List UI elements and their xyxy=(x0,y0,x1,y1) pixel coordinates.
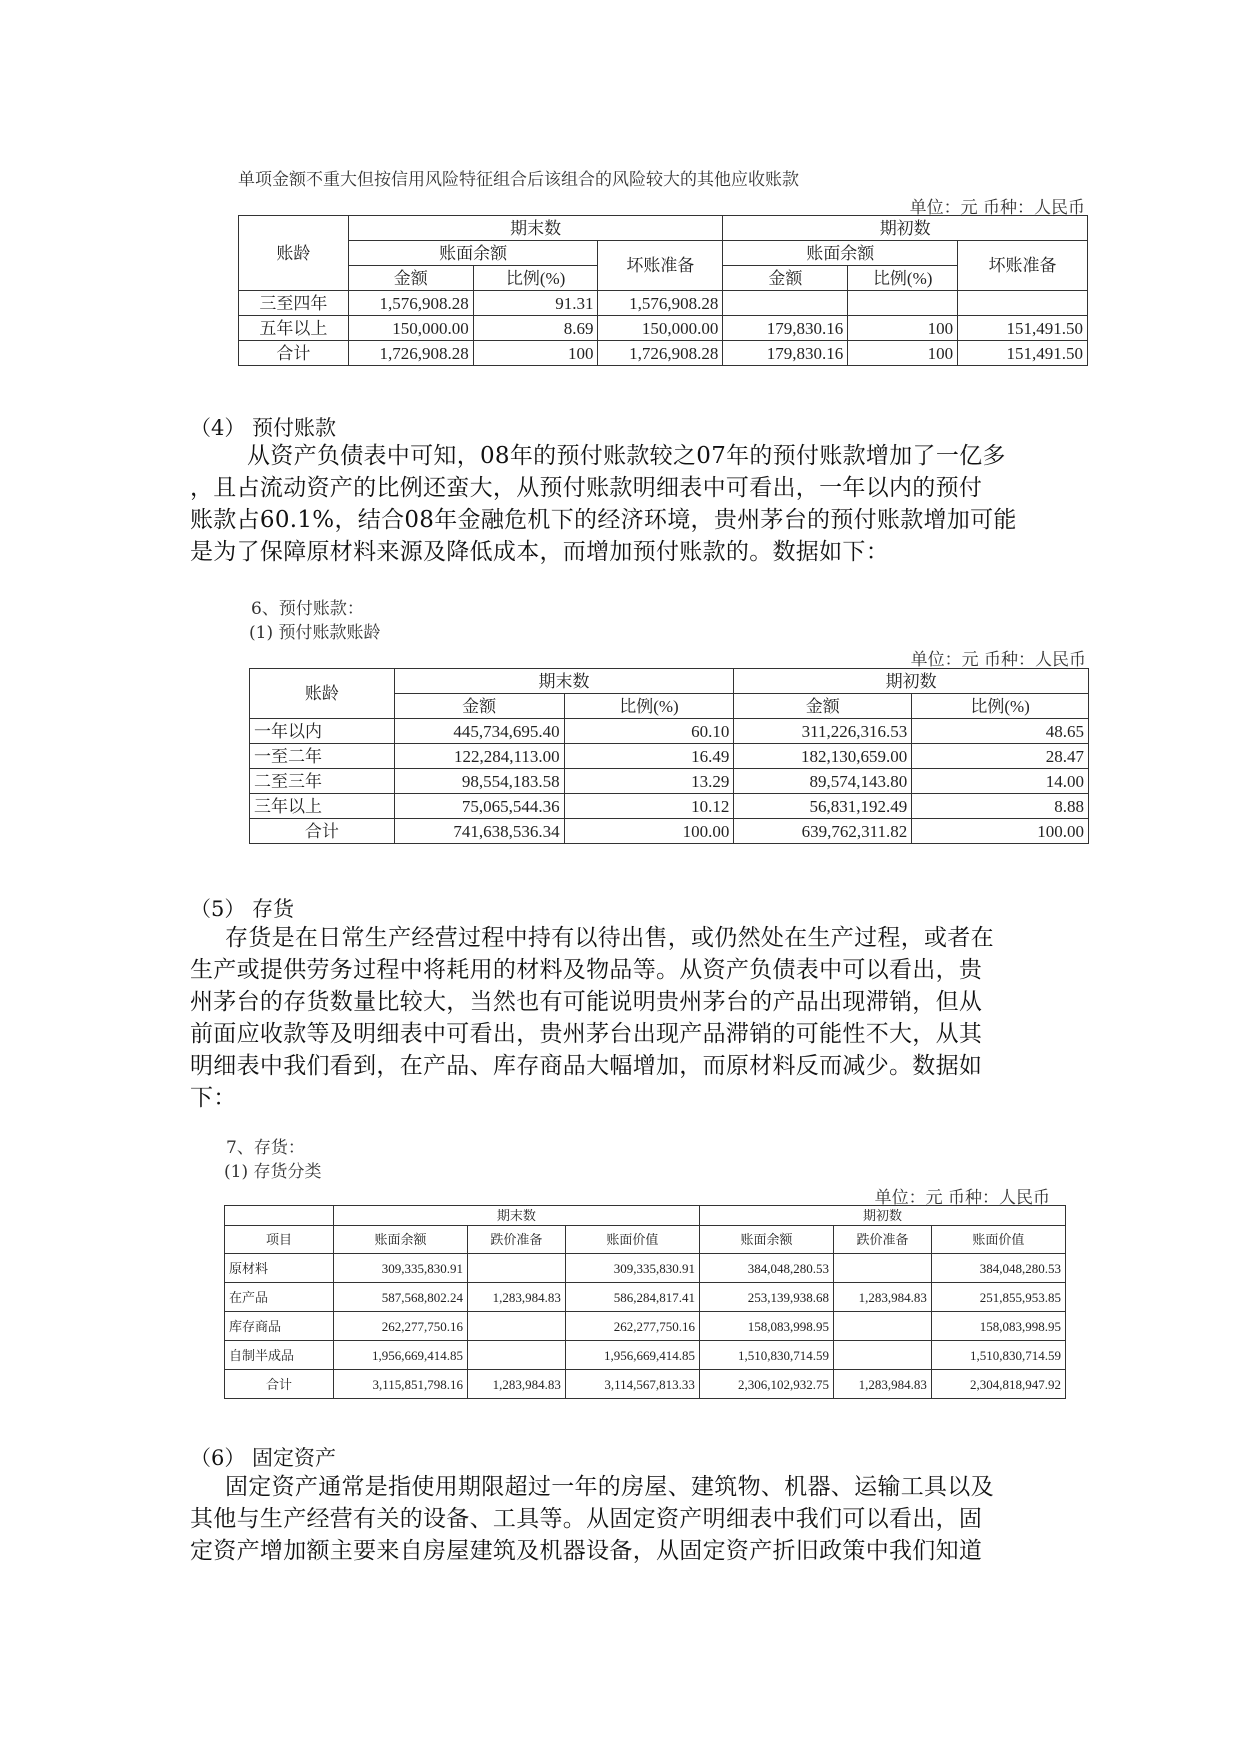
cell: 2,306,102,932.75 xyxy=(699,1370,833,1399)
cell: 100.00 xyxy=(912,819,1089,844)
cell: 1,510,830,714.59 xyxy=(699,1341,833,1370)
cell: 251,855,953.85 xyxy=(931,1283,1065,1312)
row-label: 三年以上 xyxy=(250,794,395,819)
header-amount: 金额 xyxy=(348,266,473,291)
cell: 587,568,802.24 xyxy=(333,1283,467,1312)
table2-subtitle: (1) 预付账款账龄 xyxy=(249,623,381,643)
header-bad-debt: 坏账准备 xyxy=(598,241,723,291)
cell: 311,226,316.53 xyxy=(734,719,912,744)
table2-prepayment-aging xyxy=(249,668,1089,844)
row-label: 三至四年 xyxy=(239,291,349,316)
header-begin-period: 期初数 xyxy=(723,216,1088,241)
paragraph-line: 固定资产通常是指使用期限超过一年的房屋、建筑物、机器、运输工具以及 xyxy=(225,1474,994,1500)
cell: 1,576,908.28 xyxy=(348,291,473,316)
cell: 56,831,192.49 xyxy=(734,794,912,819)
cell: 741,638,536.34 xyxy=(394,819,564,844)
section-heading-fixed-assets: （6） 固定资产 xyxy=(190,1446,337,1470)
table-row xyxy=(225,1283,1066,1312)
table3-inventory-classification xyxy=(224,1205,1066,1399)
table1-caption: 单项金额不重大但按信用风险特征组合后该组合的风险较大的其他应收账款 xyxy=(238,170,799,190)
cell: 150,000.00 xyxy=(598,316,723,341)
row-label: 一至二年 xyxy=(250,744,395,769)
header-book-balance: 账面余额 xyxy=(723,241,958,266)
header-ratio: 比例(%) xyxy=(564,694,734,719)
header-end-period: 期末数 xyxy=(333,1206,699,1226)
cell: 253,139,938.68 xyxy=(699,1283,833,1312)
cell: 639,762,311.82 xyxy=(734,819,912,844)
header-book-value: 账面价值 xyxy=(565,1226,699,1254)
table-row xyxy=(239,291,1088,316)
cell: 179,830.16 xyxy=(723,316,848,341)
cell: 309,335,830.91 xyxy=(565,1254,699,1283)
cell: 262,277,750.16 xyxy=(333,1312,467,1341)
row-label: 在产品 xyxy=(225,1283,334,1312)
cell: 179,830.16 xyxy=(723,341,848,366)
table-row xyxy=(250,744,1089,769)
header-begin-period: 期初数 xyxy=(734,669,1089,694)
cell: 1,283,984.83 xyxy=(468,1370,566,1399)
header-amount: 金额 xyxy=(734,694,912,719)
cell: 100 xyxy=(473,341,598,366)
paragraph-line: ，且占流动资产的比例还蛮大，从预付账款明细表中可看出，一年以内的预付 xyxy=(190,475,983,501)
table1-unit: 单位：元 币种：人民币 xyxy=(909,198,1085,218)
header-book-balance: 账面余额 xyxy=(699,1226,833,1254)
table2-title: 6、预付账款： xyxy=(251,599,364,619)
header-age: 账龄 xyxy=(239,216,349,291)
paragraph-line: 下： xyxy=(190,1085,237,1111)
cell xyxy=(723,291,848,316)
header-impairment: 跌价准备 xyxy=(834,1226,932,1254)
header-ratio: 比例(%) xyxy=(848,266,958,291)
table1-other-receivables xyxy=(238,215,1088,366)
cell: 8.69 xyxy=(473,316,598,341)
table-row xyxy=(250,794,1089,819)
section-heading-prepayments: （4） 预付账款 xyxy=(190,416,337,440)
cell xyxy=(834,1341,932,1370)
header-item: 项目 xyxy=(225,1226,334,1254)
cell: 100 xyxy=(848,341,958,366)
paragraph-line: 前面应收款等及明细表中可看出，贵州茅台出现产品滞销的可能性不大，从其 xyxy=(190,1021,983,1047)
paragraph-line: 从资产负债表中可知，08年的预付账款较之07年的预付账款增加了一亿多 xyxy=(247,443,1006,469)
cell xyxy=(468,1254,566,1283)
cell xyxy=(958,291,1088,316)
cell: 14.00 xyxy=(912,769,1089,794)
cell: 100.00 xyxy=(564,819,734,844)
header-book-value: 账面价值 xyxy=(931,1226,1065,1254)
header-ratio: 比例(%) xyxy=(912,694,1089,719)
table-row xyxy=(250,719,1089,744)
cell xyxy=(834,1312,932,1341)
cell: 158,083,998.95 xyxy=(699,1312,833,1341)
cell: 98,554,183.58 xyxy=(394,769,564,794)
header-end-period: 期末数 xyxy=(394,669,734,694)
cell: 151,491.50 xyxy=(958,316,1088,341)
cell: 122,284,113.00 xyxy=(394,744,564,769)
cell xyxy=(468,1312,566,1341)
cell: 384,048,280.53 xyxy=(931,1254,1065,1283)
cell: 1,283,984.83 xyxy=(468,1283,566,1312)
cell: 89,574,143.80 xyxy=(734,769,912,794)
header-ratio: 比例(%) xyxy=(473,266,598,291)
header-impairment: 跌价准备 xyxy=(468,1226,566,1254)
cell: 309,335,830.91 xyxy=(333,1254,467,1283)
cell: 150,000.00 xyxy=(348,316,473,341)
section6-paragraph xyxy=(190,1471,1070,1567)
header-end-period: 期末数 xyxy=(348,216,723,241)
table3-unit: 单位：元 币种：人民币 xyxy=(874,1188,1050,1208)
cell: 28.47 xyxy=(912,744,1089,769)
cell: 1,576,908.28 xyxy=(598,291,723,316)
table-row xyxy=(225,1312,1066,1341)
cell: 8.88 xyxy=(912,794,1089,819)
paragraph-line: 账款占60.1%，结合08年金融危机下的经济环境，贵州茅台的预付账款增加可能 xyxy=(190,507,1017,533)
cell: 3,114,567,813.33 xyxy=(565,1370,699,1399)
header-bad-debt: 坏账准备 xyxy=(958,241,1088,291)
cell: 75,065,544.36 xyxy=(394,794,564,819)
table-row xyxy=(225,1254,1066,1283)
cell: 151,491.50 xyxy=(958,341,1088,366)
header-book-balance: 账面余额 xyxy=(333,1226,467,1254)
cell xyxy=(834,1254,932,1283)
table2-unit: 单位：元 币种：人民币 xyxy=(910,650,1086,670)
row-label: 合计 xyxy=(250,819,395,844)
cell: 1,726,908.28 xyxy=(348,341,473,366)
paragraph-line: 明细表中我们看到，在产品、库存商品大幅增加，而原材料反而减少。数据如 xyxy=(190,1053,983,1079)
cell: 2,304,818,947.92 xyxy=(931,1370,1065,1399)
cell: 1,956,669,414.85 xyxy=(333,1341,467,1370)
paragraph-line: 存货是在日常生产经营过程中持有以待出售，或仍然处在生产过程，或者在 xyxy=(225,925,994,951)
row-label: 库存商品 xyxy=(225,1312,334,1341)
row-label: 合计 xyxy=(239,341,349,366)
cell: 1,956,669,414.85 xyxy=(565,1341,699,1370)
cell: 262,277,750.16 xyxy=(565,1312,699,1341)
paragraph-line: 其他与生产经营有关的设备、工具等。从固定资产明细表中我们可以看出，固 xyxy=(190,1506,983,1532)
cell: 3,115,851,798.16 xyxy=(333,1370,467,1399)
table-row xyxy=(250,769,1089,794)
section-heading-inventory: （5） 存货 xyxy=(190,897,295,921)
paragraph-line: 州茅台的存货数量比较大，当然也有可能说明贵州茅台的产品出现滞销，但从 xyxy=(190,989,983,1015)
table-row xyxy=(239,316,1088,341)
cell: 1,510,830,714.59 xyxy=(931,1341,1065,1370)
header-age: 账龄 xyxy=(250,669,395,719)
header-blank xyxy=(225,1206,334,1226)
cell: 91.31 xyxy=(473,291,598,316)
cell: 48.65 xyxy=(912,719,1089,744)
table-row xyxy=(239,341,1088,366)
section5-paragraph xyxy=(190,922,1070,1114)
cell: 1,726,908.28 xyxy=(598,341,723,366)
table-row xyxy=(250,819,1089,844)
paragraph-line: 生产或提供劳务过程中将耗用的材料及物品等。从资产负债表中可以看出，贵 xyxy=(190,957,983,983)
cell: 1,283,984.83 xyxy=(834,1283,932,1312)
cell: 158,083,998.95 xyxy=(931,1312,1065,1341)
paragraph-line: 定资产增加额主要来自房屋建筑及机器设备，从固定资产折旧政策中我们知道 xyxy=(190,1538,983,1564)
header-amount: 金额 xyxy=(394,694,564,719)
cell: 384,048,280.53 xyxy=(699,1254,833,1283)
table3-subtitle: (1) 存货分类 xyxy=(224,1162,322,1182)
table-row xyxy=(225,1341,1066,1370)
cell: 100 xyxy=(848,316,958,341)
cell: 445,734,695.40 xyxy=(394,719,564,744)
row-label: 自制半成品 xyxy=(225,1341,334,1370)
section4-paragraph xyxy=(190,440,1070,568)
paragraph-line: 是为了保障原材料来源及降低成本，而增加预付账款的。数据如下： xyxy=(190,539,889,565)
row-label: 一年以内 xyxy=(250,719,395,744)
header-begin-period: 期初数 xyxy=(699,1206,1065,1226)
row-label: 合计 xyxy=(225,1370,334,1399)
cell: 13.29 xyxy=(564,769,734,794)
cell: 16.49 xyxy=(564,744,734,769)
cell: 182,130,659.00 xyxy=(734,744,912,769)
cell xyxy=(848,291,958,316)
header-book-balance: 账面余额 xyxy=(348,241,598,266)
table3-title: 7、存货： xyxy=(226,1138,305,1158)
header-amount: 金额 xyxy=(723,266,848,291)
row-label: 五年以上 xyxy=(239,316,349,341)
cell: 586,284,817.41 xyxy=(565,1283,699,1312)
cell: 1,283,984.83 xyxy=(834,1370,932,1399)
table-row xyxy=(225,1370,1066,1399)
row-label: 原材料 xyxy=(225,1254,334,1283)
cell xyxy=(468,1341,566,1370)
cell: 60.10 xyxy=(564,719,734,744)
row-label: 二至三年 xyxy=(250,769,395,794)
cell: 10.12 xyxy=(564,794,734,819)
